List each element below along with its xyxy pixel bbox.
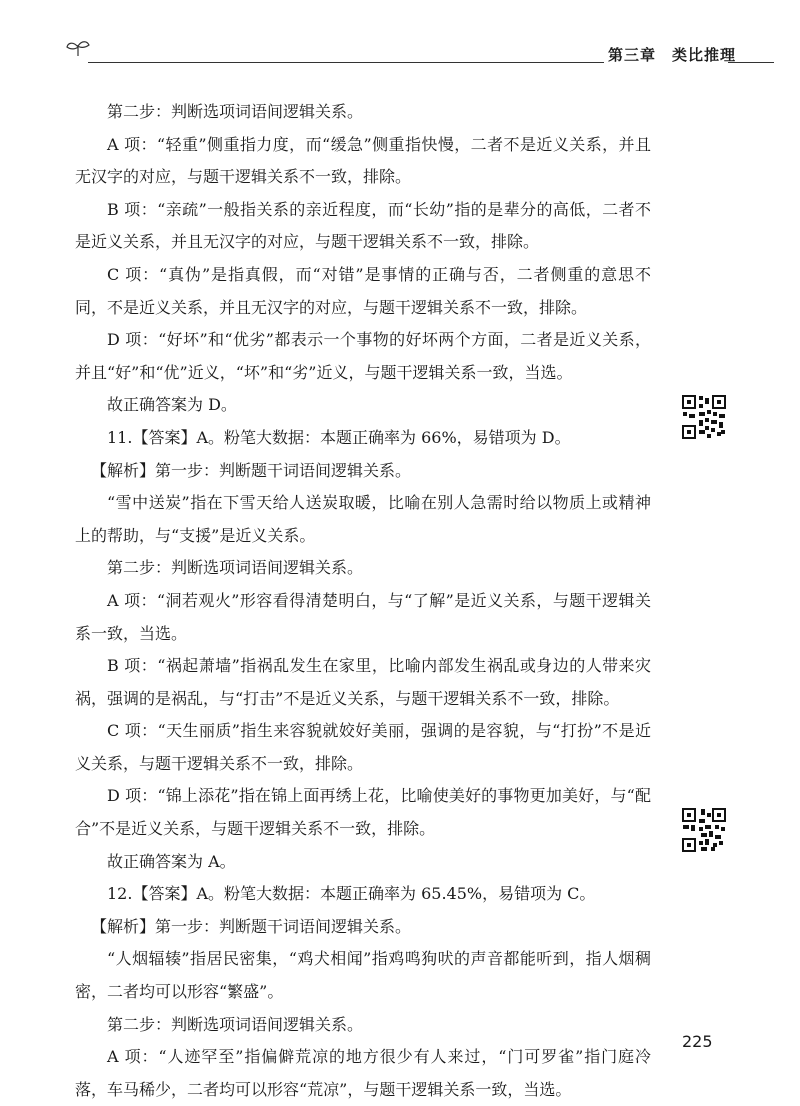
header-rule-right [728,62,774,63]
paragraph: D 项：“锦上添花”指在锦上面再绣上花，比喻使美好的事物更加美好，与“配合”不是近义关系，与题干逻辑关系不一致，排除。 [75,786,651,839]
paragraph: 第二步：判断选项词语间逻辑关系。 [107,102,364,121]
paragraph: 第二步：判断选项词语间逻辑关系。 [107,1014,364,1034]
paragraph: C 项：“天生丽质”指生来容貌就姣好美丽，强调的是容貌，与“打扮”不是近义关系，与题干逻辑关系不一致，排除。 [75,721,651,773]
analysis-line: 【解析】第一步：判断题干词语间逻辑关系。 [91,916,412,936]
paragraph: A 项：“洞若观火”形容看得清楚明白，与“了解”是近义关系，与题干逻辑关系一致，当选。 [75,590,651,643]
paragraph: 故正确答案为 D。 [107,395,237,415]
paragraph: “人烟辐辏”指居民密集，“鸡犬相闻”指鸡鸣狗吠的声音都能听到，指人烟稠密，二者均可以形容“繁盛”。 [75,949,651,1002]
page-number: 225 [682,1032,713,1051]
paragraph: A 项：“人迹罕至”指偏僻荒凉的地方很少有人来过，“门可罗雀”指门庭冷落，车马稀少，二者均可以形容“荒凉”，与题干逻辑关系一致，当选。 [75,1047,651,1099]
answer-line: 11.【答案】A。粉笔大数据：本题正确率为 66%，易错项为 D。 [107,427,571,447]
paragraph: C 项：“真伪”是指真假，而“对错”是事情的正确与否，二者侧重的意思不同，不是近义关系，并且无汉字的对应，与题干逻辑关系不一致，排除。 [75,264,651,317]
paragraph: B 项：“祸起萧墙”指祸乱发生在家里，比喻内部发生祸乱或身边的人带来灾祸，强调的是祸乱，与“打击”不是近义关系，与题干逻辑关系不一致，排除。 [75,656,651,708]
page-body [75,96,651,1106]
paragraph: D 项：“好坏”和“优劣”都表示一个事物的好坏两个方面，二者是近义关系，并且“好”和“优”近义，“坏”和“劣”近义，与题干逻辑关系一致，当选。 [75,330,651,382]
chapter-title: 第三章 类比推理 [608,46,737,64]
answer-line: 12.【答案】A。粉笔大数据：本题正确率为 65.45%，易错项为 C。 [107,884,596,904]
analysis-line: 【解析】第一步：判断题干词语间逻辑关系。 [91,460,412,480]
header-rule-left [88,62,604,63]
paragraph: 第二步：判断选项词语间逻辑关系。 [107,558,364,578]
paragraph: A 项：“轻重”侧重指力度，而“缓急”侧重指快慢，二者不是近义关系，并且无汉字的对应，与题干逻辑关系不一致，排除。 [75,134,651,187]
page-header [66,38,774,68]
qr-code-icon[interactable] [681,394,727,440]
paragraph: “雪中送炭”指在下雪天给人送炭取暖，比喻在别人急需时给以物质上或精神上的帮助，与“支援”是近义关系。 [75,493,651,545]
sprout-icon [66,38,90,58]
paragraph: B 项：“亲疏”一般指关系的亲近程度，而“长幼”指的是辈分的高低，二者不是近义关系，并且无汉字的对应，与题干逻辑关系不一致，排除。 [75,199,651,252]
paragraph: 故正确答案为 A。 [107,851,236,871]
qr-code-icon[interactable] [681,807,727,853]
